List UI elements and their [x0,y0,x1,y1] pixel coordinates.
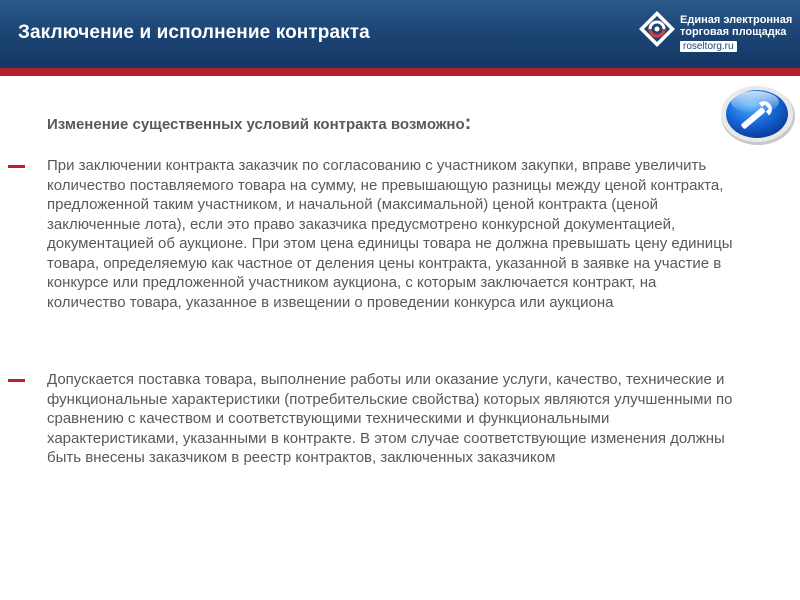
logo-text-line2: торговая площадка [680,26,787,38]
subtitle-text: Изменение существенных условий контракта возможно [47,116,465,133]
bullet-text: При заключении контракта заказчик по согласованию с участником закупки, вправе увеличить количество поставляемого товара на сумму, не превышающую разницы между ценой контракта, предложенной таким участником, и начальной (максимальной) ценой контракта (ценой заключенные лота), если это право заказчика предусмотрено конкурсной документацией, документацией об аукционе. При этом цена единицы товара не должна превышать цену единицы товара, определяемую как частное от деления цены контракта, указанной в заявке на участие в конкурсе или предложенной участником аукциона, с которым заключается контракт, на количество товара, указанное в извещении о проведении конкурса или аукциона [47,157,733,311]
bullet-dash-icon [8,379,25,382]
header-accent-stripe [0,68,800,76]
logo-text-line1: Единая электронная [680,14,793,26]
bullet-text: Допускается поставка товара, выполнение работы или оказание услуги, качество, технические и функциональные характеристики (потребительские свойства) которых являются улучшенными по сравнению с качеством и соответствующими техническими и функциональными характеристиками, указанными в контракте. В этом случае соответствующие изменения должны быть внесены заказчиком в реестр контрактов, заключенных заказчиком [47,371,733,466]
bullet-dash-icon [8,165,25,168]
logo-site-label: roseltorg.ru [680,41,737,52]
header-bar [0,0,800,68]
roseltorg-logo-mark [638,10,676,48]
roseltorg-logo [638,8,796,58]
subtitle-colon: : [464,112,472,134]
section-subtitle [47,112,471,135]
page-title: Заключение и исполнение контракта [18,22,370,43]
wrench-icon[interactable] [718,80,796,146]
